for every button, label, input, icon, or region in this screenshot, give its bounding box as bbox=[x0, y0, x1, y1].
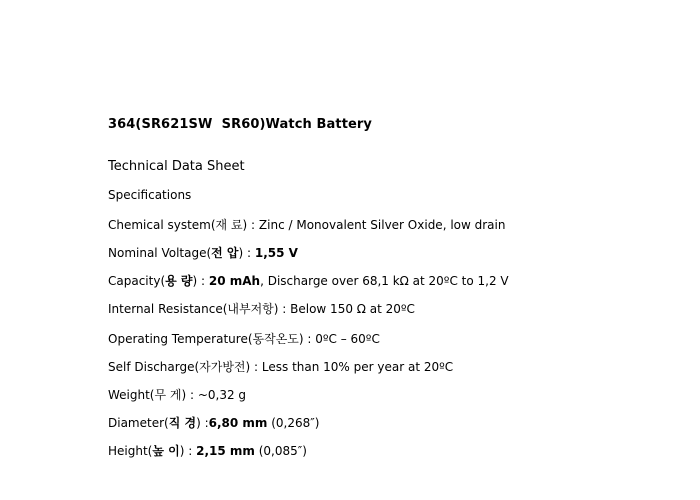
document-subtitle: Technical Data Sheet bbox=[108, 159, 245, 174]
spec-value: 2,15 mm bbox=[196, 444, 255, 458]
spec-label: Height( bbox=[108, 444, 153, 458]
spec-label: Diameter( bbox=[108, 416, 169, 430]
spec-operating-temperature bbox=[108, 330, 380, 347]
spec-label-korean: 전 압 bbox=[211, 246, 239, 260]
spec-nominal-voltage bbox=[108, 244, 298, 261]
spec-label: ) : bbox=[196, 416, 209, 430]
spec-value: Less than 10% per year at 20ºC bbox=[261, 360, 454, 374]
section-label: Specifications bbox=[108, 188, 192, 202]
spec-label: Nominal Voltage( bbox=[108, 246, 212, 260]
spec-label-korean: 용 량 bbox=[165, 274, 193, 288]
spec-value: Below 150 Ω at 20ºC bbox=[290, 302, 415, 316]
spec-label: Operating Temperature(동작온도) : bbox=[108, 332, 316, 346]
spec-label: ) : bbox=[192, 274, 209, 288]
spec-label: Weight(무 게) : bbox=[108, 388, 198, 402]
spec-detail: (0,268″) bbox=[267, 416, 320, 430]
spec-value: 6,80 mm bbox=[208, 416, 268, 430]
spec-value: Zinc / Monovalent Silver Oxide, low drain bbox=[258, 218, 506, 232]
spec-detail: , Discharge over 68,1 kΩ at 20ºC to 1,2 V bbox=[260, 274, 509, 288]
document-title: 364(SR621SW SR60)Watch Battery bbox=[108, 117, 373, 132]
spec-internal-resistance bbox=[108, 300, 415, 317]
spec-value: 0ºC – 60ºC bbox=[315, 332, 380, 346]
spec-label: Self Discharge(자가방전) : bbox=[108, 360, 262, 374]
spec-label: ) : bbox=[179, 444, 197, 458]
spec-chemical-system bbox=[108, 216, 505, 233]
spec-label: Capacity( bbox=[108, 274, 166, 288]
spec-label-korean: 직 경 bbox=[168, 416, 197, 430]
spec-weight bbox=[108, 386, 246, 403]
spec-capacity bbox=[108, 272, 509, 289]
spec-detail: (0,085″) bbox=[254, 444, 307, 458]
spec-label: ) : bbox=[238, 246, 255, 260]
spec-value: 20 mAh bbox=[208, 274, 261, 288]
spec-height bbox=[108, 442, 307, 459]
spec-label-korean: 높 이 bbox=[152, 444, 180, 458]
spec-diameter bbox=[108, 414, 319, 431]
spec-label: Chemical system(재 료) : bbox=[108, 218, 259, 232]
spec-label: Internal Resistance(내부저항) : bbox=[108, 302, 291, 316]
spec-value: 1,55 V bbox=[254, 246, 298, 260]
spec-self-discharge bbox=[108, 358, 453, 375]
spec-value: ~0,32 g bbox=[197, 388, 247, 402]
